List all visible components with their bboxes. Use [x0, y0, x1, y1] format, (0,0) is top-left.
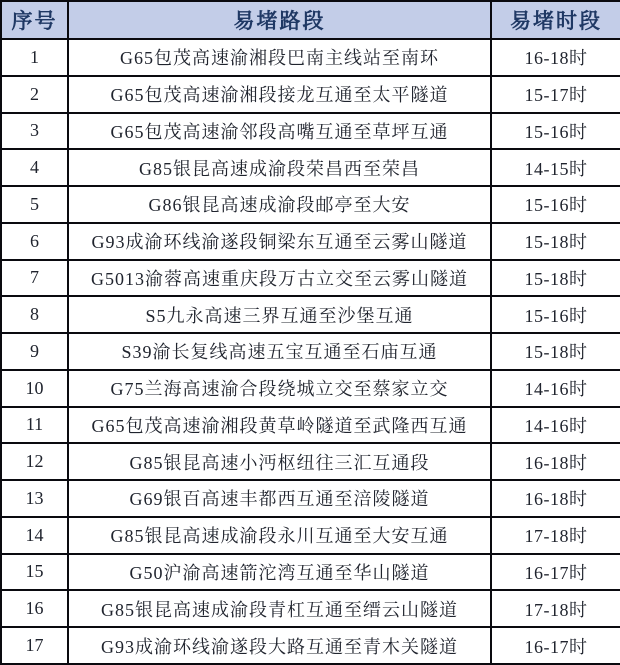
table-row — [1, 113, 620, 150]
table-row — [1, 186, 620, 223]
table-row — [1, 370, 620, 407]
cell-time: 16-17时 — [491, 627, 620, 664]
cell-time: 15-18时 — [491, 223, 620, 260]
cell-time: 15-16时 — [491, 296, 620, 333]
table-row — [1, 480, 620, 517]
col-header-index: 序号 — [1, 1, 68, 39]
cell-time: 16-17时 — [491, 554, 620, 591]
cell-road: G65包茂高速渝湘段黄草岭隧道至武隆西互通 — [68, 407, 491, 444]
cell-index: 6 — [1, 223, 68, 260]
cell-road: G93成渝环线渝遂段铜梁东互通至云雾山隧道 — [68, 223, 491, 260]
cell-index: 12 — [1, 443, 68, 480]
cell-road: G69银百高速丰都西互通至涪陵隧道 — [68, 480, 491, 517]
cell-time: 15-16时 — [491, 113, 620, 150]
cell-index: 10 — [1, 370, 68, 407]
cell-index: 8 — [1, 296, 68, 333]
cell-road: G50沪渝高速箭沱湾互通至华山隧道 — [68, 554, 491, 591]
cell-index: 4 — [1, 149, 68, 186]
cell-time: 14-15时 — [491, 149, 620, 186]
table-row — [1, 296, 620, 333]
table-row — [1, 443, 620, 480]
cell-road: S39渝长复线高速五宝互通至石庙互通 — [68, 333, 491, 370]
cell-road: G86银昆高速成渝段邮亭至大安 — [68, 186, 491, 223]
table-row — [1, 223, 620, 260]
cell-index: 7 — [1, 260, 68, 297]
cell-index: 15 — [1, 554, 68, 591]
cell-index: 11 — [1, 407, 68, 444]
table-row — [1, 149, 620, 186]
cell-road: G85银昆高速成渝段青杠互通至缙云山隧道 — [68, 590, 491, 627]
cell-time: 14-16时 — [491, 407, 620, 444]
table-row — [1, 333, 620, 370]
cell-road: G85银昆高速成渝段永川互通至大安互通 — [68, 517, 491, 554]
table-row — [1, 590, 620, 627]
cell-time: 15-16时 — [491, 186, 620, 223]
cell-time: 15-18时 — [491, 260, 620, 297]
table-row — [1, 76, 620, 113]
cell-time: 16-18时 — [491, 443, 620, 480]
col-header-time: 易堵时段 — [491, 1, 620, 39]
cell-road: G85银昆高速小沔枢纽往三汇互通段 — [68, 443, 491, 480]
cell-index: 14 — [1, 517, 68, 554]
cell-index: 9 — [1, 333, 68, 370]
table-row — [1, 554, 620, 591]
cell-time: 17-18时 — [491, 517, 620, 554]
cell-time: 15-18时 — [491, 333, 620, 370]
cell-index: 17 — [1, 627, 68, 664]
cell-road: G93成渝环线渝遂段大路互通至青木关隧道 — [68, 627, 491, 664]
cell-index: 1 — [1, 39, 68, 76]
cell-index: 16 — [1, 590, 68, 627]
cell-road: G65包茂高速渝湘段接龙互通至太平隧道 — [68, 76, 491, 113]
cell-road: G85银昆高速成渝段荣昌西至荣昌 — [68, 149, 491, 186]
header-row — [1, 1, 620, 39]
cell-index: 13 — [1, 480, 68, 517]
cell-index: 2 — [1, 76, 68, 113]
col-header-road: 易堵路段 — [68, 1, 491, 39]
cell-road: G65包茂高速渝湘段巴南主线站至南环 — [68, 39, 491, 76]
cell-time: 16-18时 — [491, 480, 620, 517]
table-row — [1, 260, 620, 297]
table-row — [1, 39, 620, 76]
cell-road: G75兰海高速渝合段绕城立交至蔡家立交 — [68, 370, 491, 407]
cell-time: 15-17时 — [491, 76, 620, 113]
table-row — [1, 517, 620, 554]
cell-road: S5九永高速三界互通至沙堡互通 — [68, 296, 491, 333]
cell-road: G65包茂高速渝邻段高嘴互通至草坪互通 — [68, 113, 491, 150]
cell-index: 3 — [1, 113, 68, 150]
table-row — [1, 627, 620, 664]
table-row — [1, 407, 620, 444]
cell-road: G5013渝蓉高速重庆段万古立交至云雾山隧道 — [68, 260, 491, 297]
cell-time: 14-16时 — [491, 370, 620, 407]
cell-index: 5 — [1, 186, 68, 223]
table-body — [1, 39, 620, 664]
cell-time: 16-18时 — [491, 39, 620, 76]
cell-time: 17-18时 — [491, 590, 620, 627]
